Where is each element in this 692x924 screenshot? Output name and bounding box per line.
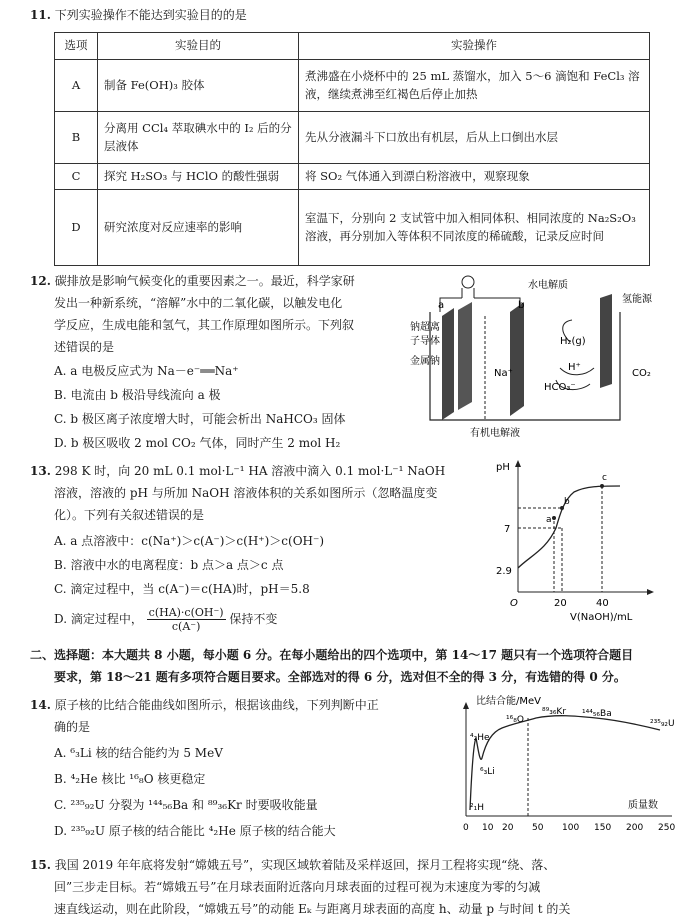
- table-cell-operation: 将 SO₂ 气体通入到漂白粉溶液中，观察现象: [299, 164, 650, 190]
- x-tick-label: 20: [554, 598, 567, 609]
- nuclide-label: ²₁H: [470, 803, 484, 813]
- option-c: C. 滴定过程中，当 c(A⁻)＝c(HA)时，pH＝5.8: [54, 582, 310, 596]
- nuclide-label: ⁴₂He: [470, 733, 490, 743]
- table-row: [55, 164, 650, 190]
- label-co2: CO₂: [632, 368, 651, 379]
- question-text: 述错误的是: [54, 340, 115, 354]
- membrane-slab: [458, 302, 472, 410]
- origin-label: O: [510, 598, 518, 609]
- question-15-line: [30, 856, 555, 875]
- option-c: C. ²³⁵₉₂U 分裂为 ¹⁴⁴₅₆Ba 和 ⁸⁹₃₆Kr 时要吸收能量: [54, 798, 318, 812]
- option-a: A. ⁶₃Li 核的结合能约为 5 MeV: [54, 746, 223, 760]
- experiment-table: [54, 32, 650, 266]
- option-b: B. 溶液中水的电离程度：b 点＞a 点＞c 点: [54, 558, 284, 572]
- label-hydrogen-gas: H₂(g): [560, 336, 586, 347]
- table-row: [55, 112, 650, 164]
- point-label: a: [546, 515, 552, 525]
- option-d-prefix: D. 滴定过程中，: [54, 612, 143, 627]
- table-cell-purpose: 研究浓度对反应速率的影响: [98, 190, 299, 266]
- question-number: 12.: [30, 274, 51, 288]
- table-cell-option: C: [55, 164, 98, 190]
- label-hydrogen-source: 氢能源: [622, 294, 652, 305]
- question-text: 下列实验操作不能达到实验目的的是: [54, 8, 247, 22]
- question-text: 碳排放是影响气候变化的重要因素之一。最近，科学家研: [54, 274, 355, 288]
- fraction-numerator: c(HA)·c(OH⁻): [148, 606, 224, 619]
- table-row: [55, 190, 650, 266]
- electrode-a: [442, 308, 454, 420]
- electrode-b: [510, 302, 524, 416]
- table-header: 实验目的: [98, 33, 299, 60]
- label-hydrogen-ion: H⁺: [568, 362, 581, 373]
- question-13-line: [30, 462, 445, 481]
- question-11-stem: [30, 6, 247, 25]
- question-text: 学反应，生成电能和氢气，其工作原理如图所示。下列叙: [54, 318, 355, 332]
- question-text: 回”三步走目标。若“嫦娥五号”在月球表面附近落向月球表面的过程可视为末速度为零的匀减: [54, 880, 541, 894]
- question-text: 化）。下列有关叙述错误的是: [54, 508, 205, 522]
- battery-diagram: [410, 272, 680, 442]
- label-water-electrolyte: 水电解质: [528, 280, 568, 291]
- option-b: B. 电流由 b 极沿导线流向 a 极: [54, 388, 221, 402]
- label-membrane: 钠超离: [410, 322, 440, 333]
- fraction-denominator: c(A⁻): [171, 620, 201, 634]
- label-organic-electrolyte: 有机电解液: [470, 428, 520, 439]
- x-tick-label: 20: [502, 823, 514, 833]
- x-tick-label: 10: [482, 823, 494, 833]
- x-tick-label: 40: [596, 598, 609, 609]
- table-header-row: [55, 33, 650, 60]
- nuclide-label: ¹⁴⁴₅₆Ba: [582, 709, 612, 719]
- y-axis-label: 比结合能/MeV: [476, 696, 541, 707]
- question-text: 原子核的比结合能曲线如图所示，根据该曲线，下列判断中正: [54, 698, 379, 712]
- question-12-line: [30, 272, 355, 291]
- x-axis-label: V(NaOH)/mL: [570, 612, 633, 623]
- question-number: 15.: [30, 858, 51, 872]
- question-text: 我国 2019 年年底将发射“嫦娥五号”，实现区域软着陆及采样返回，探月工程将实现“绕、落、: [54, 858, 556, 872]
- table-cell-operation: 煮沸盛在小烧杯中的 25 mL 蒸馏水，加入 5～6 滴饱和 FeCl₃ 溶液，继续煮沸至红褐色后停止加热: [299, 60, 650, 112]
- x-tick-label: 250: [658, 823, 676, 833]
- option-d: D. b 极区吸收 2 mol CO₂ 气体，同时产生 2 mol H₂: [54, 436, 341, 450]
- table-row: [55, 60, 650, 112]
- fraction: [147, 606, 226, 633]
- x-tick-label: 150: [594, 823, 612, 833]
- question-number: 14.: [30, 698, 51, 712]
- table-cell-option: A: [55, 60, 98, 112]
- x-tick-label: 0: [463, 823, 469, 833]
- question-number: 11.: [30, 8, 51, 22]
- table-cell-option: D: [55, 190, 98, 266]
- table-cell-option: B: [55, 112, 98, 164]
- option-a: A. a 点溶液中：c(Na⁺)＞c(A⁻)＞c(H⁺)＞c(OH⁻): [54, 534, 325, 548]
- point-label: c: [602, 473, 607, 483]
- nuclide-label: ¹⁶₈O: [506, 715, 524, 725]
- option-d: D. ²³⁵₉₂U 原子核的结合能比 ⁴₂He 原子核的结合能大: [54, 824, 336, 838]
- hydrogen-electrode: [600, 294, 612, 388]
- option-d: [54, 606, 277, 633]
- label-sodium-metal: 金属钠: [410, 356, 440, 367]
- y-axis-label: pH: [496, 462, 510, 473]
- binding-energy-chart: [436, 692, 680, 838]
- option-b: B. ⁴₂He 核比 ¹⁶₈O 核更稳定: [54, 772, 206, 786]
- question-14-line: [30, 696, 379, 715]
- option-d-suffix: 保持不变: [229, 612, 278, 627]
- option-a: A. a 电极反应式为 Na－e⁻══Na⁺: [54, 364, 239, 378]
- table-header: 实验操作: [299, 33, 650, 60]
- question-number: 13.: [30, 464, 51, 478]
- label-membrane: 子导体: [410, 336, 440, 347]
- nuclide-label: ⁸⁹₃₆Kr: [542, 707, 567, 717]
- x-tick-label: 100: [562, 823, 580, 833]
- label-bicarbonate: HCO₃⁻: [544, 382, 576, 393]
- x-axis-label: 质量数: [628, 800, 658, 811]
- question-text: 298 K 时，向 20 mL 0.1 mol·L⁻¹ HA 溶液中滴入 0.1 mol·L⁻¹ NaOH: [54, 464, 446, 478]
- table-cell-operation: 室温下，分别向 2 支试管中加入相同体积、相同浓度的 Na₂S₂O₃ 溶液，再分别加入等体积不同浓度的稀硫酸，记录反应时间: [299, 190, 650, 266]
- label-electrode-b: b: [518, 300, 525, 311]
- option-c: C. b 极区离子浓度增大时，可能会析出 NaHCO₃ 固体: [54, 412, 346, 426]
- binding-energy-curve: [470, 716, 660, 810]
- question-text: 发出一种新系统，“溶解”水中的二氧化碳，以触发电化: [54, 296, 343, 310]
- question-text: 确的是: [54, 720, 91, 734]
- table-cell-purpose: 分离用 CCl₄ 萃取碘水中的 I₂ 后的分层液体: [98, 112, 299, 164]
- question-text: 速直线运动，则在此阶段，“嫦娥五号”的动能 Eₖ 与距离月球表面的高度 h、动量 p 与时间 t 的关: [54, 902, 571, 916]
- y-tick-label: 7: [504, 524, 511, 535]
- x-tick-label: 200: [626, 823, 644, 833]
- y-tick-label: 2.9: [496, 566, 512, 577]
- table-cell-purpose: 制备 Fe(OH)₃ 胶体: [98, 60, 299, 112]
- table-header: 选项: [55, 33, 98, 60]
- point-label: b: [564, 497, 570, 507]
- section-header: 要求，第 18～21 题有多项符合题目要求。全部选对的得 6 分，选对但不全的得 3 分，有选错的得 0 分。: [54, 670, 626, 684]
- label-electrode-a: a: [438, 300, 445, 311]
- label-sodium-ion: Na⁺: [494, 368, 513, 379]
- point-a: [552, 516, 556, 520]
- nuclide-label: ²³⁵₉₂U: [650, 719, 675, 729]
- table-cell-purpose: 探究 H₂SO₃ 与 HClO 的酸性强弱: [98, 164, 299, 190]
- section-header: 二、选择题：本大题共 8 小题，每小题 6 分。在每小题给出的四个选项中，第 14～17 题只有一个选项符合题目: [30, 648, 634, 662]
- question-text: 溶液，溶液的 pH 与所加 NaOH 溶液体积的关系如图所示（忽略温度变: [54, 486, 438, 500]
- x-tick-label: 50: [532, 823, 544, 833]
- titration-chart: [490, 456, 680, 626]
- nuclide-label: ⁶₃Li: [480, 767, 495, 777]
- table-cell-operation: 先从分液漏斗下口放出有机层，后从上口倒出水层: [299, 112, 650, 164]
- point-c: [600, 484, 604, 488]
